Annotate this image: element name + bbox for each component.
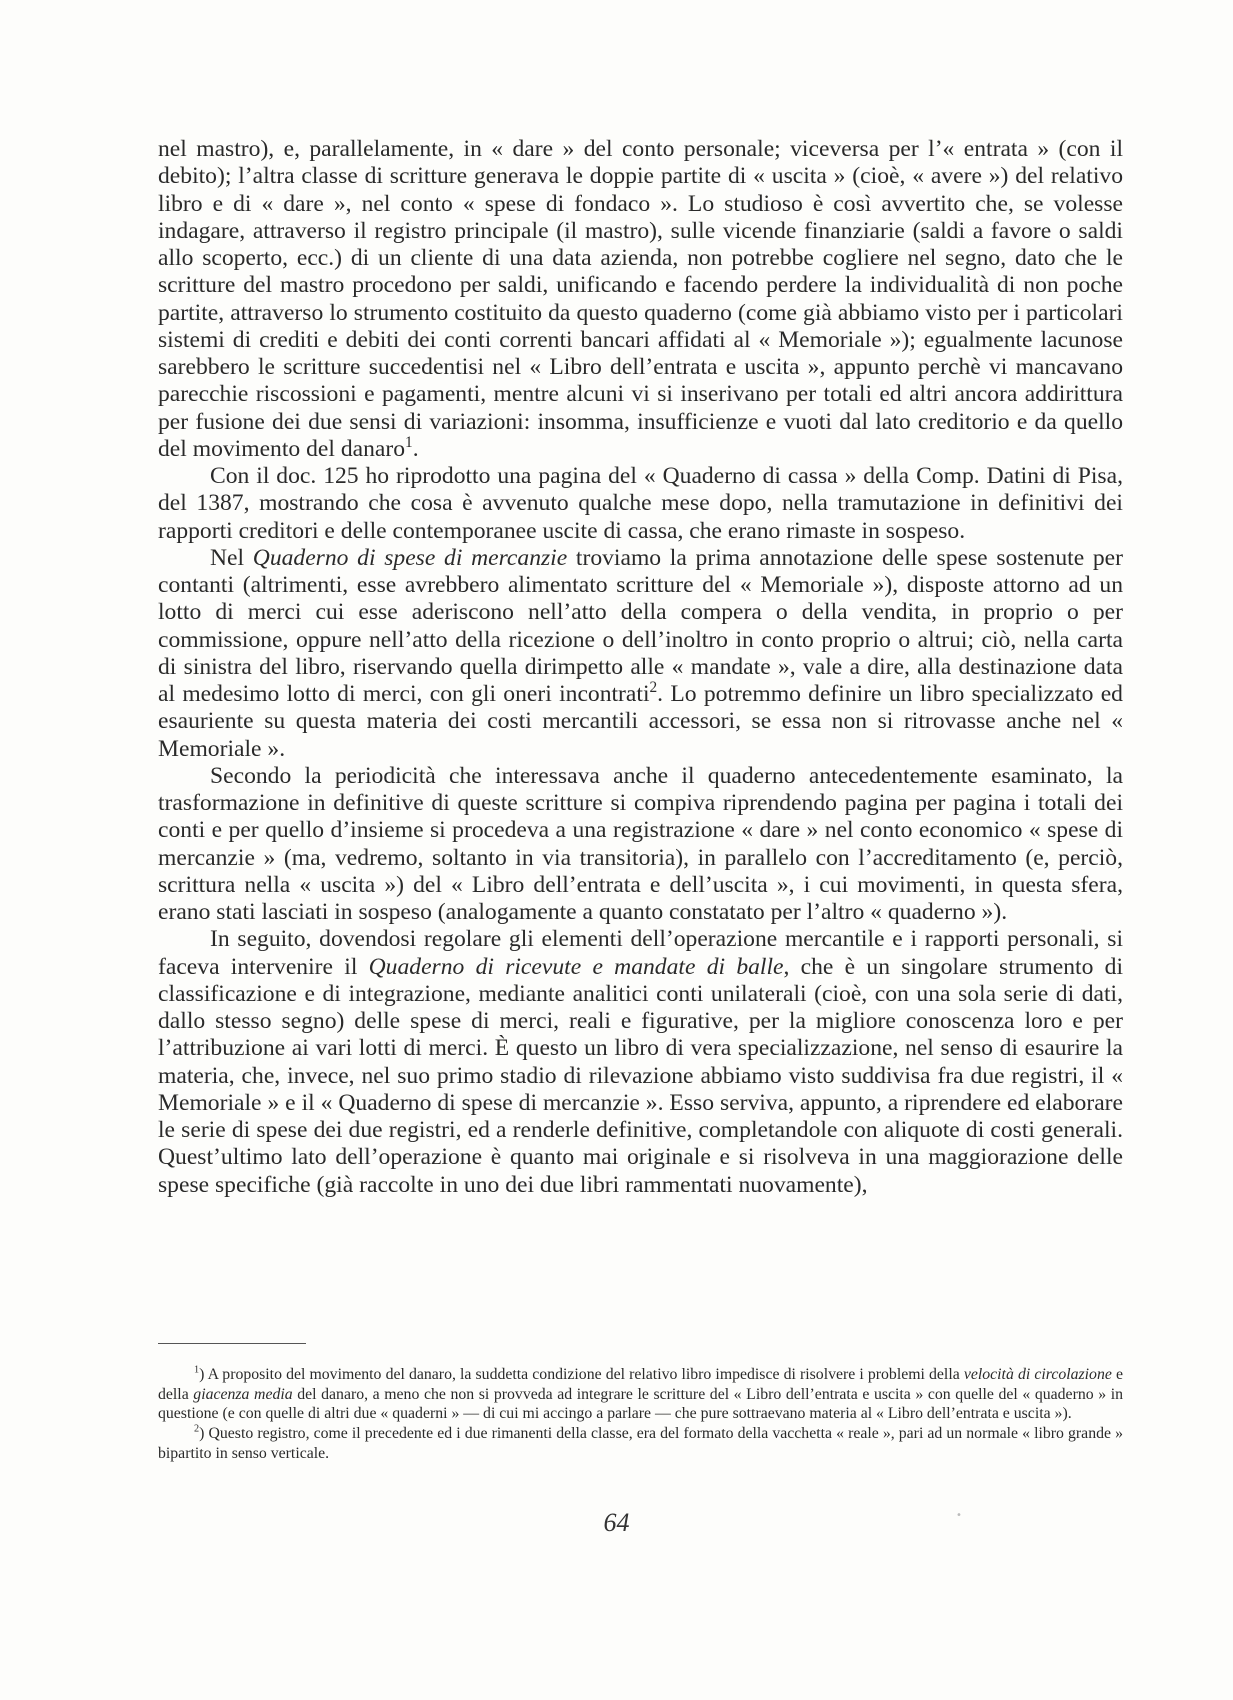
scan-speck: • — [956, 1510, 962, 1521]
main-text — [158, 136, 1123, 1199]
paragraph-3: Nel Quaderno di spese di mercanzie troviamo la prima annotazione delle spese sostenute per contanti (altrimenti, esse avrebbero alimentato scritture del « Memoriale »), disposte attorno ad un lotto di merci cui esse aderiscono nell’atto della compera o della vendita, in proprio o per commissione, oppure nell’atto della ricezione o dell’inoltro in conto proprio o altrui; ciò, nella carta di sinistra del libro, riservando quella dirimpetto alle « mandate », vale a dire, alla destinazione data al medesimo lotto di merci, con gli oneri incontrati$^2$. Lo potremmo definire un libro specializzato ed esauriente su questa materia dei costi mercantili accessori, se essa non si ritrovasse anche nel « Memoriale ». — [158, 544, 1123, 762]
footnote-ref-1: 1 — [405, 433, 413, 451]
footnote-divider — [158, 1343, 306, 1344]
paragraph-5: In seguito, dovendosi regolare gli elementi dell’operazione mercantile e i rapporti personali, si faceva intervenire il Quaderno di ricevute e mandate di balle, che è un singolare strumento di classificazione e di integrazione, mediante analitici conti unilaterali (cioè, con una sola serie di dati, dallo stesso segno) delle spese di merci, reali e figurative, per la migliore conoscenza loro e per l’attribuzione ai vari lotti di merci. È questo un libro di vera specializzazione, nel senso di esaurire la materia, che, invece, nel suo primo stadio di rilevazione abbiamo visto suddivisa fra due registri, il « Memoriale » e il « Quaderno di spese di mercanzie ». Esso serviva, appunto, a riprendere ed elaborare le serie di spese dei due registri, ed a renderle definitive, completandole con aliquote di costi generali. Quest’ultimo lato dell’operazione è quanto mai originale e si risolveva in una maggiorazione delle spese specifiche (già raccolte in uno dei due libri rammentati nuovamente), — [158, 926, 1123, 1198]
footnote-1: $^1$) A proposito del movimento del danaro, la suddetta condizione del relativo libro impedisce di risolvere i problemi della velocità di circolazione e della giacenza media del danaro, a meno che non si provveda ad integrare le scritture del « Libro dell’entrata e uscita » con quelle del « quaderno » in questione (e con quelle di altri due « quaderni » — di cui mi accingo a parlare — che pure sottraevano materia al « Libro dell’entrata e uscita »). — [158, 1364, 1124, 1423]
book-title-quaderno-spese: Quaderno di spese di mercanzie — [252, 544, 568, 571]
book-title-quaderno-ricevute: Quaderno di ricevute e mandate di balle — [368, 953, 784, 980]
footnote-ref-2: 2 — [649, 679, 658, 697]
page-number: 64 — [603, 1508, 630, 1537]
footnote-2: $^2$) Questo registro, come il precedente ed i due rimanenti della classe, era del formato della vacchetta « reale », pari ad un normale « libro grande » bipartito in senso verticale. — [158, 1423, 1123, 1462]
paragraph-2: Con il doc. 125 ho riprodotto una pagina del « Quaderno di cassa » della Comp. Datini di Pisa, del 1387, mostrando che cosa è avvenuto qualche mese dopo, nella tramutazione in definitivi dei rapporti creditori e delle contemporanee uscite di cassa, che erano rimaste in sospeso. — [158, 463, 1123, 544]
footnotes — [158, 1365, 1123, 1464]
paragraph-4: Secondo la periodicità che interessava anche il quaderno antecedentemente esaminato, la trasformazione in definitive di queste scritture si compiva riprendendo pagina per pagina i totali dei conti e per quello d’insieme si procedeva a una registrazione « dare » nel conto economico « spese di mercanzie » (ma, vedremo, soltanto in via transitoria), in parallelo con l’accreditamento (e, perciò, scrittura nella « uscita ») del « Libro dell’entrata e dell’uscita », i cui movimenti, in questa sfera, erano stati lasciati in sospeso (analogamente a quanto constatato per l’altro « quaderno »). — [158, 762, 1123, 925]
paragraph-1: nel mastro), e, parallelamente, in « dare » del conto personale; viceversa per l’« entrata » (con il debito); l’altra classe di scritture generava le doppie partite di « uscita » (cioè, « avere ») del relativo libro e di « dare », nel conto « spese di fondaco ». Lo studioso è così avvertito che, se volesse indagare, attraverso il registro principale (il mastro), sulle vicende finanziarie (saldi a favore o saldi allo scoperto, ecc.) di un cliente di una data azienda, non potrebbe cogliere nel segno, dato che le scritture del mastro procedono per saldi, unificando e facendo perdere la individualità di non poche partite, attraverso lo strumento costituito da questo quaderno (come già abbiamo visto per i particolari sistemi di crediti e debiti dei conti correnti bancari affidati al « Memoriale »); egualmente lacunose sarebbero le scritture succedentisi nel « Libro dell’entrata e uscita », appunto perchè vi mancavano parecchie riscossioni e pagamenti, mentre alcuni vi si inserivano per totali ed altri ancora addirittura per fusione dei due sensi di variazioni: insomma, insufficienze e vuoti dal lato creditorio e da quello del movimento del danaro$^1$. — [158, 136, 1123, 462]
